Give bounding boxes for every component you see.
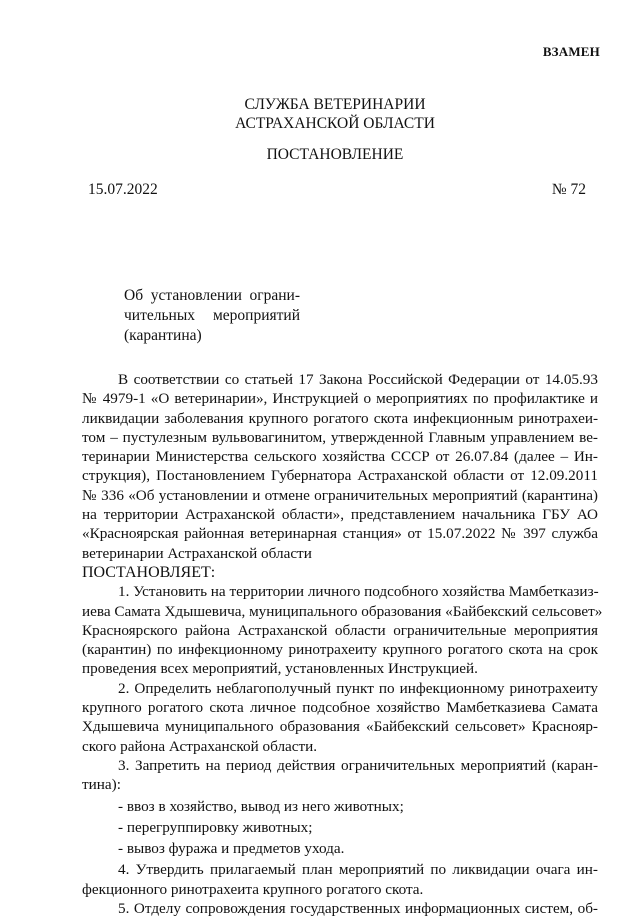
item-4-line: фекционного ринотрахеита крупного рогатого скота. — [82, 880, 424, 898]
item-1-line: иева Самата Хдышевича, муниципального образования «Байбекский сельсовет» — [82, 602, 603, 620]
resolve-heading: ПОСТАНОВЛЯЕТ: — [82, 563, 216, 581]
replacement-stamp: ВЗАМЕН — [542, 44, 600, 59]
item-1-line: проведения всех мероприятий, установленных Инструкцией. — [82, 660, 478, 678]
document-subject — [124, 286, 300, 346]
item-2-line: крупного рогатого скота личное подсобное хозяйство Мамбетказиева Самата — [82, 699, 598, 717]
preamble-line: В соответствии со статьей 17 Закона Российской Федерации от 14.05.93 — [118, 371, 598, 388]
item-2-line: Хдышевича муниципального образования «Байбекский сельсовет» Краснояр- — [82, 718, 598, 736]
item-3-line: тина): — [82, 776, 121, 794]
document-date: 15.07.2022 — [88, 181, 158, 198]
item-1-line: Красноярского района Астраханской области ограничительные мероприятия — [82, 621, 598, 639]
authority-line-2: АСТРАХАНСКОЙ ОБЛАСТИ — [235, 115, 435, 132]
preamble-line: струкция), Постановлением Губернатора Астраханской области от 12.09.2011 — [82, 467, 598, 485]
preamble-line: № 4979-1 «О ветеринарии», Инструкцией о мероприятиях по профилактике и — [82, 390, 598, 408]
preamble-line: «Красноярская районная ветеринарная станция» от 15.07.2022 № 397 служба — [82, 525, 598, 543]
preamble-line: № 336 «Об установлении и отмене ограничительных мероприятий (карантина) — [82, 486, 598, 504]
prohibition-list-item: - ввоз в хозяйство, вывод из него животных; — [118, 797, 404, 815]
subject-line: чительных мероприятий — [124, 307, 300, 324]
document-body — [82, 370, 603, 918]
prohibition-list-item: - вывоз фуража и предметов ухода. — [118, 840, 345, 858]
preamble-line: на территории Астраханской области», представлением начальника ГБУ АО — [82, 506, 598, 524]
item-4-line: 4. Утвердить прилагаемый план мероприятий по ликвидации очага ин- — [118, 861, 598, 879]
document-type: ПОСТАНОВЛЕНИЕ — [266, 146, 404, 163]
item-1-line: 1. Установить на территории личного подсобного хозяйства Мамбетказиз- — [118, 583, 599, 601]
item-2-line: 2. Определить неблагополучный пункт по инфекционному ринотрахеиту — [118, 679, 598, 697]
preamble-line: том – пустулезным вульвовагинитом, утвержденной Главным управлением ве- — [82, 428, 598, 446]
item-2-line: ского района Астраханской области. — [82, 737, 318, 755]
authority-line-1: СЛУЖБА ВЕТЕРИНАРИИ — [244, 96, 426, 113]
subject-line: Об установлении ограни- — [124, 287, 300, 304]
item-1-line: (карантин) по инфекционному ринотрахеиту крупного рогатого скота на срок — [82, 641, 598, 659]
item-3-line: 3. Запретить на период действия ограничительных мероприятий (каран- — [118, 756, 598, 774]
preamble-line: ветеринарии Астраханской области — [82, 544, 312, 562]
preamble-line: теринарии Министерства сельского хозяйства СССР от 26.07.84 (далее – Ин- — [82, 448, 598, 466]
prohibition-list-item: - перегруппировку животных; — [118, 818, 313, 836]
subject-line: (карантина) — [124, 327, 202, 344]
issuing-authority — [0, 95, 640, 133]
document-number: № 72 — [551, 181, 586, 198]
preamble-line: ликвидации заболевания крупного рогатого скота инфекционным ринотрахеи- — [82, 409, 598, 427]
item-5-line: 5. Отделу сопровождения государственных информационных систем, об- — [118, 900, 598, 918]
